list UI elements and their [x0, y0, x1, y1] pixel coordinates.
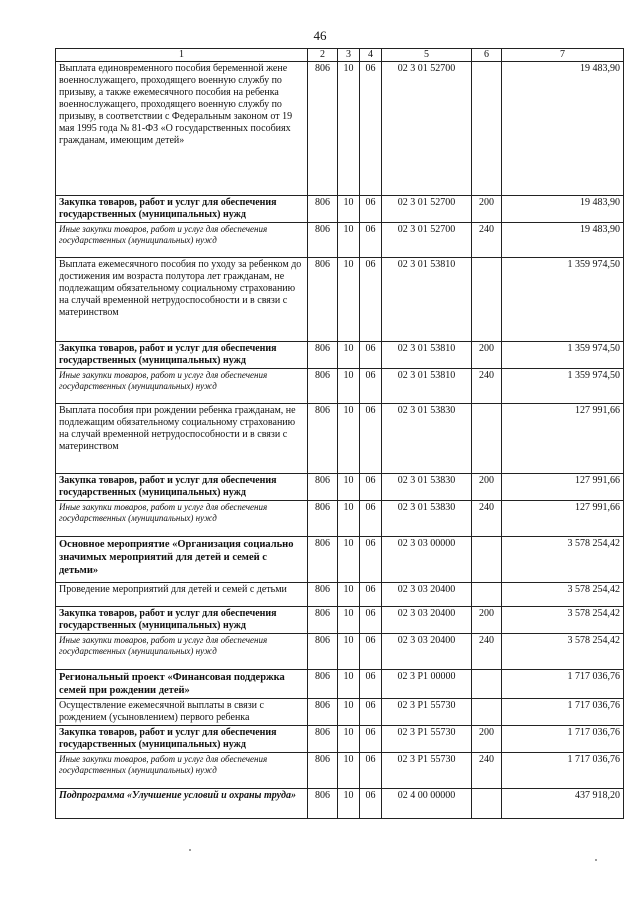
row-code-4: 06 — [360, 699, 382, 726]
row-name-cell: Проведение мероприятий для детей и семей с детьми — [56, 583, 308, 607]
row-code-4: 06 — [360, 196, 382, 223]
row-name-cell: Закупка товаров, работ и услуг для обеспечения государственных (муниципальных) нужд — [56, 342, 308, 369]
row-code-3: 10 — [338, 62, 360, 196]
row-code-5: 02 3 01 53830 — [382, 501, 472, 537]
row-code-3: 10 — [338, 342, 360, 369]
row-name-cell: Иные закупки товаров, работ и услуг для обеспечения государственных (муниципальных) нужд — [56, 369, 308, 404]
row-name-cell: Иные закупки товаров, работ и услуг для обеспечения государственных (муниципальных) нужд — [56, 753, 308, 789]
row-code-6: 200 — [472, 196, 502, 223]
row-code-6: 200 — [472, 726, 502, 753]
row-code-6: 240 — [472, 501, 502, 537]
row-sum-cell: 3 578 254,42 — [502, 537, 624, 583]
row-code-5: 02 3 01 53830 — [382, 404, 472, 474]
row-code-2: 806 — [308, 607, 338, 634]
row-sum-cell: 1 717 036,76 — [502, 699, 624, 726]
row-sum-cell: 19 483,90 — [502, 223, 624, 258]
row-code-3: 10 — [338, 670, 360, 699]
row-sum-cell: 1 359 974,50 — [502, 342, 624, 369]
row-code-5: 02 3 01 52700 — [382, 223, 472, 258]
row-code-2: 806 — [308, 726, 338, 753]
scan-dot — [189, 849, 191, 851]
header-col-7: 7 — [502, 49, 624, 62]
row-sum-cell: 437 918,20 — [502, 789, 624, 819]
row-code-6: 240 — [472, 223, 502, 258]
row-code-4: 06 — [360, 607, 382, 634]
row-code-5: 02 3 P1 55730 — [382, 699, 472, 726]
row-sum-cell: 1 717 036,76 — [502, 670, 624, 699]
row-code-3: 10 — [338, 474, 360, 501]
row-code-4: 06 — [360, 583, 382, 607]
row-code-2: 806 — [308, 342, 338, 369]
header-col-6: 6 — [472, 49, 502, 62]
row-code-4: 06 — [360, 342, 382, 369]
row-sum-cell: 127 991,66 — [502, 404, 624, 474]
row-sum-cell: 3 578 254,42 — [502, 583, 624, 607]
row-code-2: 806 — [308, 258, 338, 342]
row-sum-cell: 3 578 254,42 — [502, 634, 624, 670]
row-code-5: 02 3 01 53830 — [382, 474, 472, 501]
row-code-3: 10 — [338, 258, 360, 342]
row-code-2: 806 — [308, 537, 338, 583]
row-code-5: 02 3 03 00000 — [382, 537, 472, 583]
row-code-6: 200 — [472, 342, 502, 369]
row-code-2: 806 — [308, 753, 338, 789]
row-code-2: 806 — [308, 196, 338, 223]
row-code-5: 02 3 01 53810 — [382, 342, 472, 369]
row-code-2: 806 — [308, 789, 338, 819]
row-sum-cell: 19 483,90 — [502, 62, 624, 196]
row-code-5: 02 3 01 53810 — [382, 369, 472, 404]
row-code-2: 806 — [308, 583, 338, 607]
row-code-5: 02 3 01 52700 — [382, 62, 472, 196]
row-code-4: 06 — [360, 223, 382, 258]
page-number: 46 — [313, 28, 327, 43]
row-code-4: 06 — [360, 789, 382, 819]
header-col-5: 5 — [382, 49, 472, 62]
row-code-5: 02 3 03 20400 — [382, 634, 472, 670]
row-name-cell: Подпрограмма «Улучшение условий и охраны труда» — [56, 789, 308, 819]
row-code-3: 10 — [338, 369, 360, 404]
row-code-3: 10 — [338, 789, 360, 819]
row-name-cell: Выплата единовременного пособия беременной жене военнослужащего, проходящего военную службу по призыву, а также ежемесячного пособия на ребенка военнослужащего, проходящего военную службу по призыву, в соответствии с Федеральным законом от 19 мая 1995 года № 81-ФЗ «О государственных пособиях гражданам, имеющим детей» — [56, 62, 308, 196]
row-sum-cell: 1 717 036,76 — [502, 726, 624, 753]
row-code-6: 240 — [472, 634, 502, 670]
row-code-5: 02 4 00 00000 — [382, 789, 472, 819]
row-sum-cell: 127 991,66 — [502, 474, 624, 501]
row-code-4: 06 — [360, 537, 382, 583]
row-code-5: 02 3 03 20400 — [382, 607, 472, 634]
row-code-3: 10 — [338, 726, 360, 753]
row-code-4: 06 — [360, 474, 382, 501]
row-code-5: 02 3 03 20400 — [382, 583, 472, 607]
row-code-2: 806 — [308, 670, 338, 699]
row-name-cell: Выплата пособия при рождении ребенка гражданам, не подлежащим обязательному социальному страхованию на случай временной нетрудоспособности и в связи с материнством — [56, 404, 308, 474]
row-code-6: 200 — [472, 607, 502, 634]
row-code-5: 02 3 P1 55730 — [382, 753, 472, 789]
row-code-2: 806 — [308, 699, 338, 726]
row-name-cell: Закупка товаров, работ и услуг для обеспечения государственных (муниципальных) нужд — [56, 726, 308, 753]
row-sum-cell: 1 359 974,50 — [502, 369, 624, 404]
row-name-cell: Региональный проект «Финансовая поддержка семей при рождении детей» — [56, 670, 308, 699]
header-col-1: 1 — [56, 49, 308, 62]
row-code-2: 806 — [308, 634, 338, 670]
row-code-2: 806 — [308, 62, 338, 196]
row-code-6: 200 — [472, 474, 502, 501]
row-code-3: 10 — [338, 196, 360, 223]
row-code-3: 10 — [338, 583, 360, 607]
row-code-3: 10 — [338, 537, 360, 583]
row-code-3: 10 — [338, 501, 360, 537]
row-code-4: 06 — [360, 62, 382, 196]
row-code-4: 06 — [360, 753, 382, 789]
row-code-3: 10 — [338, 607, 360, 634]
row-code-4: 06 — [360, 404, 382, 474]
row-code-4: 06 — [360, 726, 382, 753]
row-sum-cell: 127 991,66 — [502, 501, 624, 537]
row-name-cell: Иные закупки товаров, работ и услуг для обеспечения государственных (муниципальных) нужд — [56, 634, 308, 670]
scan-dot — [595, 859, 597, 861]
row-code-4: 06 — [360, 501, 382, 537]
row-code-3: 10 — [338, 634, 360, 670]
header-col-4: 4 — [360, 49, 382, 62]
row-code-6: 240 — [472, 753, 502, 789]
row-sum-cell: 19 483,90 — [502, 196, 624, 223]
row-code-2: 806 — [308, 369, 338, 404]
row-sum-cell: 3 578 254,42 — [502, 607, 624, 634]
row-name-cell: Осуществление ежемесячной выплаты в связи с рождением (усыновлением) первого ребенка — [56, 699, 308, 726]
row-name-cell: Основное мероприятие «Организация социально значимых мероприятий для детей и семей с детьми» — [56, 537, 308, 583]
row-name-cell: Закупка товаров, работ и услуг для обеспечения государственных (муниципальных) нужд — [56, 607, 308, 634]
header-col-2: 2 — [308, 49, 338, 62]
row-code-3: 10 — [338, 223, 360, 258]
row-code-6: 240 — [472, 369, 502, 404]
row-code-3: 10 — [338, 753, 360, 789]
row-name-cell: Иные закупки товаров, работ и услуг для обеспечения государственных (муниципальных) нужд — [56, 223, 308, 258]
row-code-4: 06 — [360, 369, 382, 404]
row-code-5: 02 3 01 53810 — [382, 258, 472, 342]
row-name-cell: Выплата ежемесячного пособия по уходу за ребенком до достижения им возраста полутора лет гражданам, не подлежащим обязательному социальному страхованию на случай временной нетрудоспособности и в связи с материнством — [56, 258, 308, 342]
row-code-3: 10 — [338, 404, 360, 474]
row-code-2: 806 — [308, 223, 338, 258]
row-code-4: 06 — [360, 670, 382, 699]
header-col-3: 3 — [338, 49, 360, 62]
row-code-2: 806 — [308, 501, 338, 537]
row-code-4: 06 — [360, 634, 382, 670]
row-code-5: 02 3 01 52700 — [382, 196, 472, 223]
row-name-cell: Иные закупки товаров, работ и услуг для обеспечения государственных (муниципальных) нужд — [56, 501, 308, 537]
row-code-2: 806 — [308, 474, 338, 501]
row-name-cell: Закупка товаров, работ и услуг для обеспечения государственных (муниципальных) нужд — [56, 196, 308, 223]
row-code-4: 06 — [360, 258, 382, 342]
row-code-3: 10 — [338, 699, 360, 726]
row-code-5: 02 3 P1 00000 — [382, 670, 472, 699]
row-code-5: 02 3 P1 55730 — [382, 726, 472, 753]
row-sum-cell: 1 359 974,50 — [502, 258, 624, 342]
row-code-2: 806 — [308, 404, 338, 474]
row-sum-cell: 1 717 036,76 — [502, 753, 624, 789]
row-name-cell: Закупка товаров, работ и услуг для обеспечения государственных (муниципальных) нужд — [56, 474, 308, 501]
